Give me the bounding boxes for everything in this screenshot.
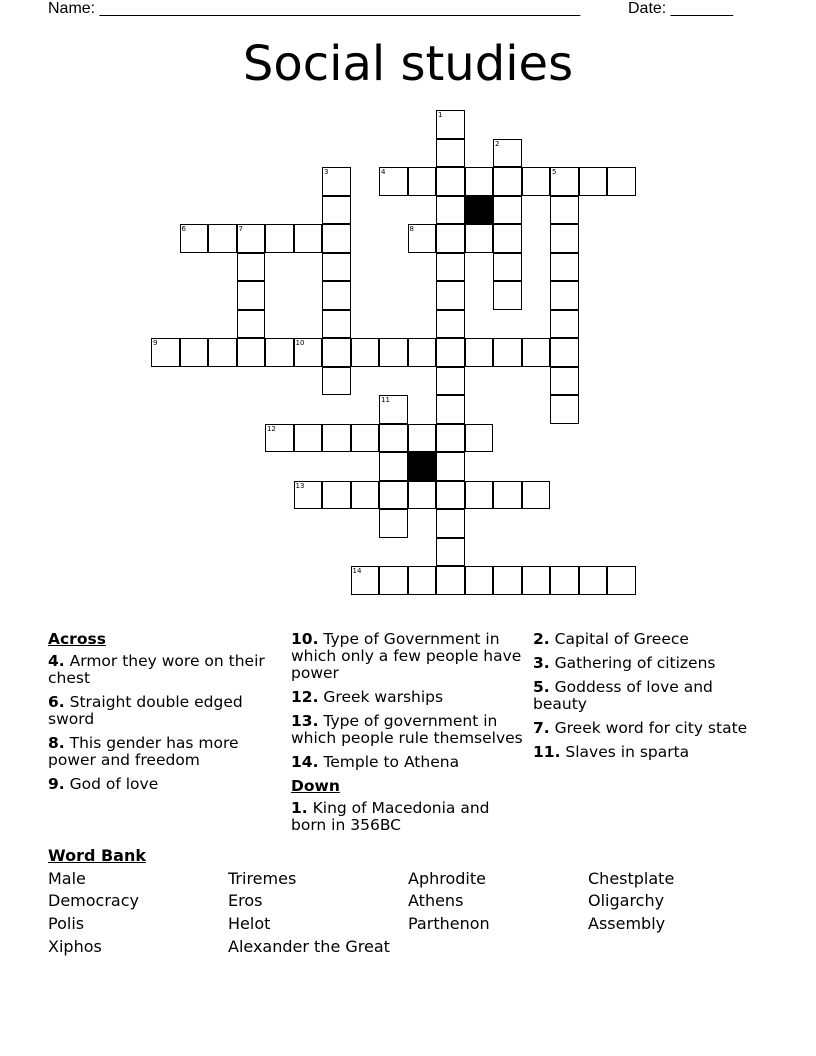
- crossword-cell[interactable]: [379, 566, 408, 595]
- word-bank-item: Alexander the Great: [228, 937, 390, 956]
- clue-across-14: 14. Temple to Athena: [291, 753, 460, 771]
- clue-across-8: 8. This gender has more power and freedom: [48, 734, 239, 769]
- crossword-cell[interactable]: [465, 167, 494, 196]
- crossword-cell[interactable]: [408, 338, 437, 367]
- crossword-cell[interactable]: [436, 338, 465, 367]
- word-bank-item: Male: [48, 869, 86, 888]
- crossword-cell[interactable]: [465, 338, 494, 367]
- crossword-cell[interactable]: [465, 424, 494, 453]
- clue-down-1: 1. King of Macedonia and born in 356BC: [291, 799, 490, 834]
- crossword-cell[interactable]: [322, 196, 351, 225]
- crossword-cell[interactable]: [237, 253, 266, 282]
- crossword-cell[interactable]: [265, 224, 294, 253]
- crossword-cell[interactable]: [436, 224, 465, 253]
- crossword-cell[interactable]: [208, 224, 237, 253]
- crossword-cell[interactable]: [322, 224, 351, 253]
- cell-number: 8: [409, 225, 414, 233]
- crossword-cell[interactable]: [322, 167, 351, 196]
- crossword-cell[interactable]: [180, 338, 209, 367]
- crossword-cell[interactable]: [436, 196, 465, 225]
- cell-number: 7: [238, 225, 243, 233]
- word-bank-item: Oligarchy: [588, 891, 665, 910]
- crossword-cell[interactable]: [351, 424, 380, 453]
- down-heading: Down: [291, 777, 340, 795]
- crossword-cell[interactable]: [607, 566, 636, 595]
- crossword-cell[interactable]: [493, 281, 522, 310]
- crossword-cell[interactable]: [237, 310, 266, 339]
- word-bank-item: Assembly: [588, 914, 666, 933]
- crossword-cell[interactable]: [436, 110, 465, 139]
- crossword-cell[interactable]: [522, 338, 551, 367]
- crossword-cell[interactable]: [522, 481, 551, 510]
- date-field-label: Date: _______: [628, 0, 733, 17]
- crossword-cell[interactable]: [294, 424, 323, 453]
- cell-number: 10: [295, 339, 305, 347]
- crossword-cell[interactable]: [522, 566, 551, 595]
- crossword-cell[interactable]: [351, 338, 380, 367]
- cell-number: 13: [295, 481, 305, 490]
- word-bank-item: Parthenon: [408, 914, 490, 933]
- page-title: Social studies: [242, 36, 574, 92]
- clue-across-13: 13. Type of government in which people rule themselves: [291, 712, 523, 747]
- clues-column-3: [533, 631, 753, 768]
- clues-column-2: [291, 631, 527, 841]
- clues-column-1: [48, 631, 276, 800]
- crossword-cell[interactable]: [322, 281, 351, 310]
- crossword-block: [408, 452, 437, 481]
- crossword-cell[interactable]: [493, 481, 522, 510]
- crossword-cell[interactable]: [436, 167, 465, 196]
- crossword-cell[interactable]: [436, 424, 465, 453]
- crossword-cell[interactable]: [379, 481, 408, 510]
- crossword-cell[interactable]: [436, 509, 465, 538]
- crossword-cell[interactable]: [579, 167, 608, 196]
- crossword-cell[interactable]: [379, 167, 408, 196]
- clue-down-2: 2. Capital of Greece: [533, 630, 689, 648]
- cell-number: 3: [324, 168, 329, 176]
- word-bank-item: Polis: [48, 914, 85, 933]
- crossword-cell[interactable]: [351, 566, 380, 595]
- crossword-cell[interactable]: [550, 367, 579, 396]
- crossword-cell[interactable]: [550, 253, 579, 282]
- clue-across-12: 12. Greek warships: [291, 688, 444, 706]
- crossword-cell[interactable]: [237, 224, 266, 253]
- word-bank-item: Eros: [228, 891, 263, 910]
- word-bank-item: Triremes: [228, 869, 297, 888]
- word-bank-item: Democracy: [48, 891, 139, 910]
- word-bank-heading: Word Bank: [48, 846, 147, 865]
- crossword-cell[interactable]: [322, 338, 351, 367]
- clue-down-5: 5. Goddess of love and beauty: [533, 678, 713, 713]
- crossword-cell[interactable]: [436, 452, 465, 481]
- clue-across-4: 4. Armor they wore on their chest: [48, 652, 265, 687]
- crossword-cell[interactable]: [436, 566, 465, 595]
- crossword-cell[interactable]: [493, 167, 522, 196]
- crossword-cell[interactable]: [237, 338, 266, 367]
- across-heading: Across: [48, 630, 106, 648]
- cell-number: 1: [438, 111, 443, 119]
- crossword-cell[interactable]: [493, 338, 522, 367]
- crossword-cell[interactable]: [436, 538, 465, 567]
- crossword-cell[interactable]: [180, 224, 209, 253]
- cell-number: 14: [352, 567, 362, 575]
- crossword-cell[interactable]: [351, 481, 380, 510]
- word-bank-item: Xiphos: [48, 937, 102, 956]
- crossword-cell[interactable]: [379, 452, 408, 481]
- name-field-label: Name: ______________________________________________________: [48, 0, 581, 17]
- cell-number: 5: [552, 168, 557, 176]
- crossword-cell[interactable]: [408, 167, 437, 196]
- clue-across-6: 6. Straight double edged sword: [48, 693, 243, 728]
- crossword-cell[interactable]: [208, 338, 237, 367]
- crossword-cell[interactable]: [465, 481, 494, 510]
- crossword-cell[interactable]: [550, 281, 579, 310]
- crossword-cell[interactable]: [408, 481, 437, 510]
- crossword-cell[interactable]: [322, 310, 351, 339]
- crossword-cell[interactable]: [607, 167, 636, 196]
- crossword-cell[interactable]: [465, 224, 494, 253]
- cell-number: 9: [153, 339, 158, 347]
- crossword-cell[interactable]: [522, 167, 551, 196]
- crossword-cell[interactable]: [550, 224, 579, 253]
- crossword-cell[interactable]: [408, 566, 437, 595]
- crossword-cell[interactable]: [322, 367, 351, 396]
- crossword-cell[interactable]: [436, 253, 465, 282]
- clue-down-7: 7. Greek word for city state: [533, 719, 748, 737]
- crossword-cell[interactable]: [436, 481, 465, 510]
- crossword-cell[interactable]: [408, 424, 437, 453]
- cell-number: 4: [381, 168, 386, 176]
- crossword-cell[interactable]: [436, 395, 465, 424]
- crossword-cell[interactable]: [379, 509, 408, 538]
- cell-number: 12: [267, 424, 276, 433]
- crossword-cell[interactable]: [493, 566, 522, 595]
- crossword-cell[interactable]: [322, 424, 351, 453]
- crossword-cell[interactable]: [550, 395, 579, 424]
- word-bank-item: Athens: [408, 891, 464, 910]
- word-bank-item: Helot: [228, 914, 271, 933]
- crossword-cell[interactable]: [550, 196, 579, 225]
- crossword-cell[interactable]: [408, 224, 437, 253]
- crossword-cell[interactable]: [493, 224, 522, 253]
- crossword-cell[interactable]: [465, 566, 494, 595]
- crossword-cell[interactable]: [550, 338, 579, 367]
- crossword-cell[interactable]: [237, 281, 266, 310]
- cell-number: 6: [181, 225, 186, 233]
- crossword-cell[interactable]: [265, 338, 294, 367]
- crossword-cell[interactable]: [151, 338, 180, 367]
- crossword-cell[interactable]: [550, 310, 579, 339]
- word-bank-item: Aphrodite: [408, 869, 486, 888]
- crossword-cell[interactable]: [436, 139, 465, 168]
- clue-down-11: 11. Slaves in sparta: [533, 743, 690, 761]
- crossword-cell[interactable]: [436, 367, 465, 396]
- crossword-cell[interactable]: [550, 167, 579, 196]
- word-bank-item: Chestplate: [588, 869, 675, 888]
- crossword-cell[interactable]: [379, 395, 408, 424]
- crossword-cell[interactable]: [436, 281, 465, 310]
- crossword-cell[interactable]: [493, 196, 522, 225]
- crossword-cell[interactable]: [265, 424, 294, 453]
- crossword-cell[interactable]: [436, 310, 465, 339]
- clue-down-3: 3. Gathering of citizens: [533, 654, 716, 672]
- cell-number: 11: [381, 396, 390, 404]
- crossword-cell[interactable]: [379, 338, 408, 367]
- cell-number: 2: [495, 139, 500, 148]
- crossword-cell[interactable]: [493, 139, 522, 168]
- crossword-cell[interactable]: [322, 481, 351, 510]
- crossword-cell[interactable]: [579, 566, 608, 595]
- crossword-cell[interactable]: [322, 253, 351, 282]
- crossword-cell[interactable]: [379, 424, 408, 453]
- crossword-cell[interactable]: [493, 253, 522, 282]
- clue-across-10: 10. Type of Government in which only a few people have power: [291, 630, 522, 682]
- crossword-cell[interactable]: [550, 566, 579, 595]
- clue-across-9: 9. God of love: [48, 775, 159, 793]
- crossword-block: [465, 196, 494, 225]
- crossword-cell[interactable]: [294, 481, 323, 510]
- crossword-cell[interactable]: [294, 224, 323, 253]
- crossword-cell[interactable]: [294, 338, 323, 367]
